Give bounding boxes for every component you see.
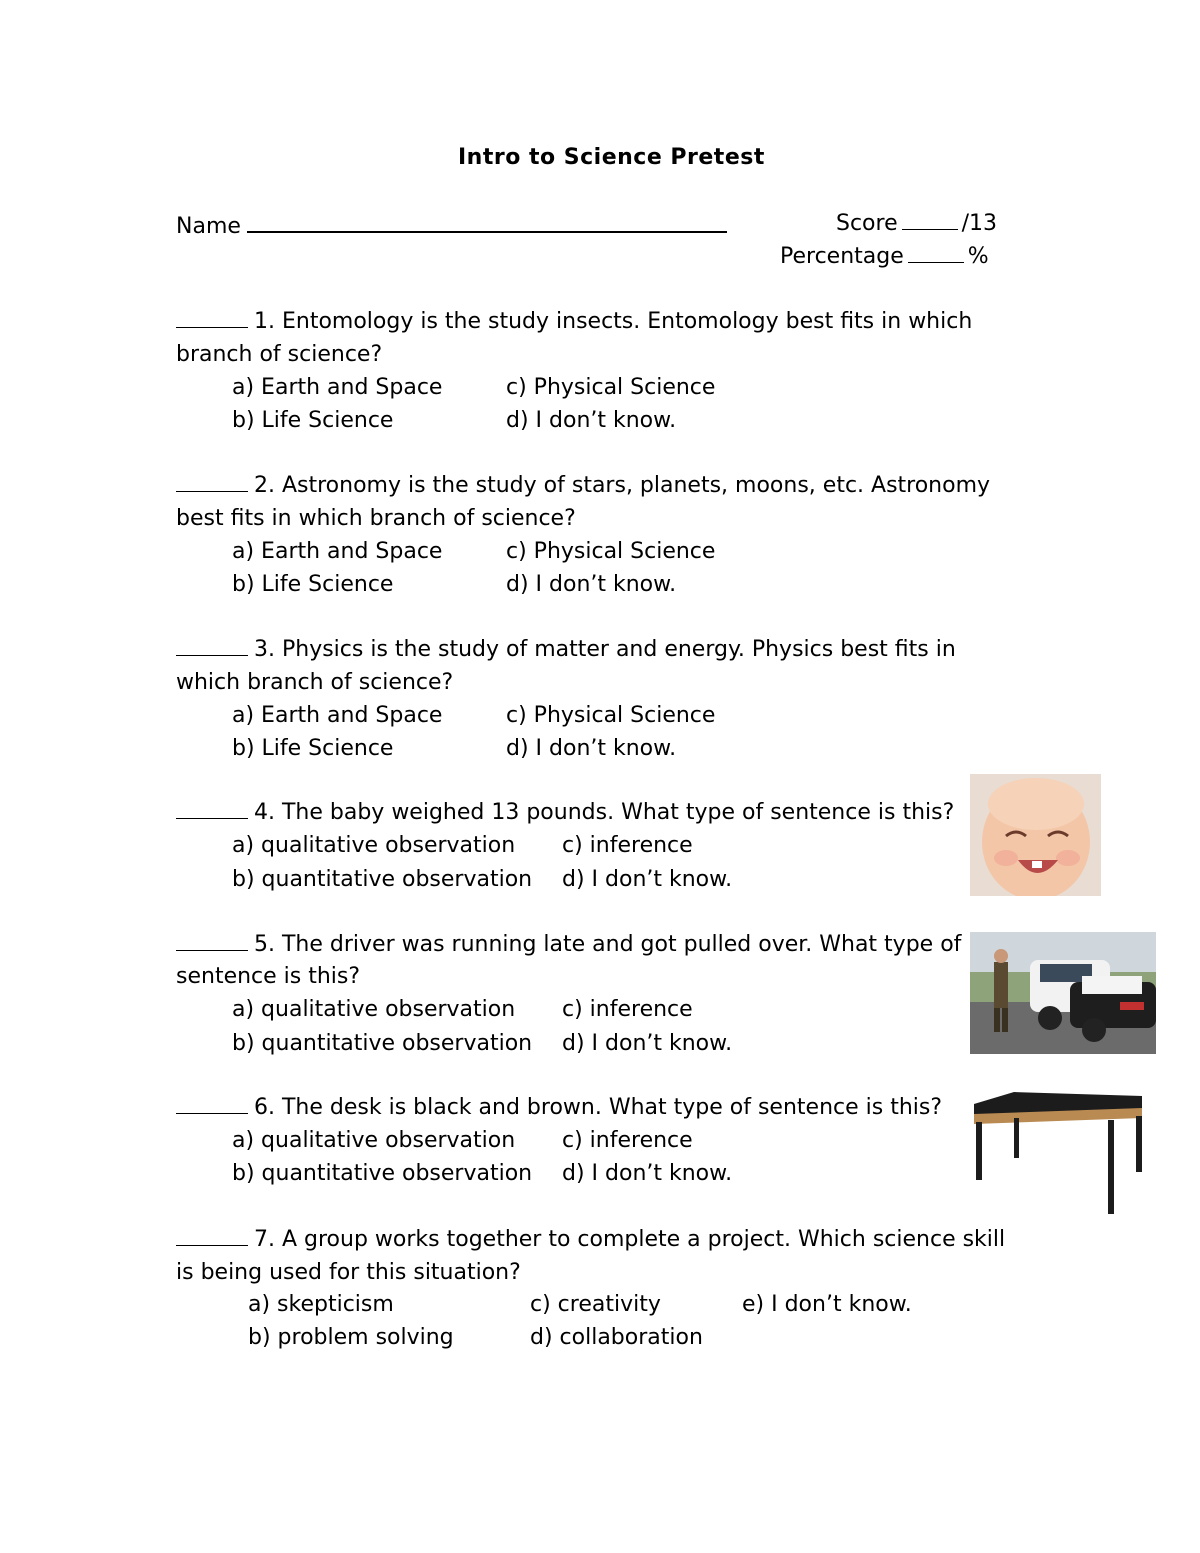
q3-option-a: a) Earth and Space	[232, 703, 443, 728]
q4-option-d: d) I don’t know.	[562, 867, 733, 892]
question-4-text: 4. The baby weighed 13 pounds. What type of sentence is this?	[254, 800, 955, 825]
q3-option-b: b) Life Science	[232, 736, 394, 761]
police-photo	[970, 932, 1156, 1054]
q7-option-e: e) I don’t know.	[742, 1292, 912, 1317]
q1-option-a: a) Earth and Space	[232, 375, 443, 400]
name-blank[interactable]	[247, 209, 727, 233]
score-row	[836, 209, 997, 239]
percentage-blank[interactable]	[908, 242, 964, 263]
q7-option-c: c) creativity	[530, 1292, 661, 1317]
q2-option-d: d) I don’t know.	[506, 572, 677, 597]
question-7-line1	[176, 1225, 1005, 1255]
name-label: Name	[176, 214, 241, 239]
q6-option-c: c) inference	[562, 1128, 693, 1153]
answer-blank-5[interactable]	[176, 930, 248, 951]
q4-option-b: b) quantitative observation	[232, 867, 533, 892]
answer-blank-4[interactable]	[176, 798, 248, 819]
q2-option-c: c) Physical Science	[506, 539, 716, 564]
q2-option-a: a) Earth and Space	[232, 539, 443, 564]
q7-option-a: a) skepticism	[248, 1292, 394, 1317]
score-total: /13	[961, 211, 998, 236]
question-1-text: 1. Entomology is the study insects. Entomology best fits in which	[254, 309, 973, 334]
q5-option-c: c) inference	[562, 997, 693, 1022]
q1-option-b: b) Life Science	[232, 408, 394, 433]
answer-blank-3[interactable]	[176, 635, 248, 656]
question-5-line2: sentence is this?	[176, 964, 361, 989]
question-2-line2: best fits in which branch of science?	[176, 506, 576, 531]
question-3-line1	[176, 635, 956, 665]
q5-option-a: a) qualitative observation	[232, 997, 516, 1022]
answer-blank-7[interactable]	[176, 1225, 248, 1246]
percentage-label: Percentage	[780, 244, 904, 269]
question-6-text: 6. The desk is black and brown. What type of sentence is this?	[254, 1095, 943, 1120]
answer-blank-2[interactable]	[176, 471, 248, 492]
desk-icon	[970, 1090, 1146, 1216]
q4-option-a: a) qualitative observation	[232, 833, 516, 858]
question-2-text: 2. Astronomy is the study of stars, planets, moons, etc. Astronomy	[254, 473, 991, 498]
question-1-line2: branch of science?	[176, 342, 383, 367]
q3-option-c: c) Physical Science	[506, 703, 716, 728]
q7-option-d: d) collaboration	[530, 1325, 703, 1350]
question-7-line2: is being used for this situation?	[176, 1260, 521, 1285]
q6-option-b: b) quantitative observation	[232, 1161, 533, 1186]
question-5-text: 5. The driver was running late and got pulled over. What type of	[254, 932, 962, 957]
question-1-line1	[176, 307, 972, 337]
question-3-line2: which branch of science?	[176, 670, 454, 695]
q4-option-c: c) inference	[562, 833, 693, 858]
score-blank[interactable]	[902, 209, 958, 230]
q1-option-d: d) I don’t know.	[506, 408, 677, 433]
baby-photo	[970, 774, 1101, 896]
question-7-text: 7. A group works together to complete a project. Which science skill	[254, 1227, 1006, 1252]
name-row	[176, 209, 727, 242]
percent-sign: %	[967, 244, 989, 269]
percentage-row	[780, 242, 989, 272]
q7-option-b: b) problem solving	[248, 1325, 454, 1350]
q1-option-c: c) Physical Science	[506, 375, 716, 400]
q6-option-a: a) qualitative observation	[232, 1128, 516, 1153]
q3-option-d: d) I don’t know.	[506, 736, 677, 761]
answer-blank-6[interactable]	[176, 1093, 248, 1114]
page-title: Intro to Science Pretest	[458, 145, 765, 170]
question-5-line1	[176, 930, 961, 960]
question-2-line1	[176, 471, 990, 501]
question-4-line1	[176, 798, 954, 828]
q5-option-d: d) I don’t know.	[562, 1031, 733, 1056]
q6-option-d: d) I don’t know.	[562, 1161, 733, 1186]
police-car-icon	[970, 932, 1156, 1054]
question-3-text: 3. Physics is the study of matter and energy. Physics best fits in	[254, 637, 956, 662]
q2-option-b: b) Life Science	[232, 572, 394, 597]
q5-option-b: b) quantitative observation	[232, 1031, 533, 1056]
question-6-line1	[176, 1093, 942, 1123]
answer-blank-1[interactable]	[176, 307, 248, 328]
score-label: Score	[836, 211, 898, 236]
baby-face-icon	[970, 774, 1101, 896]
desk-photo	[970, 1090, 1146, 1216]
